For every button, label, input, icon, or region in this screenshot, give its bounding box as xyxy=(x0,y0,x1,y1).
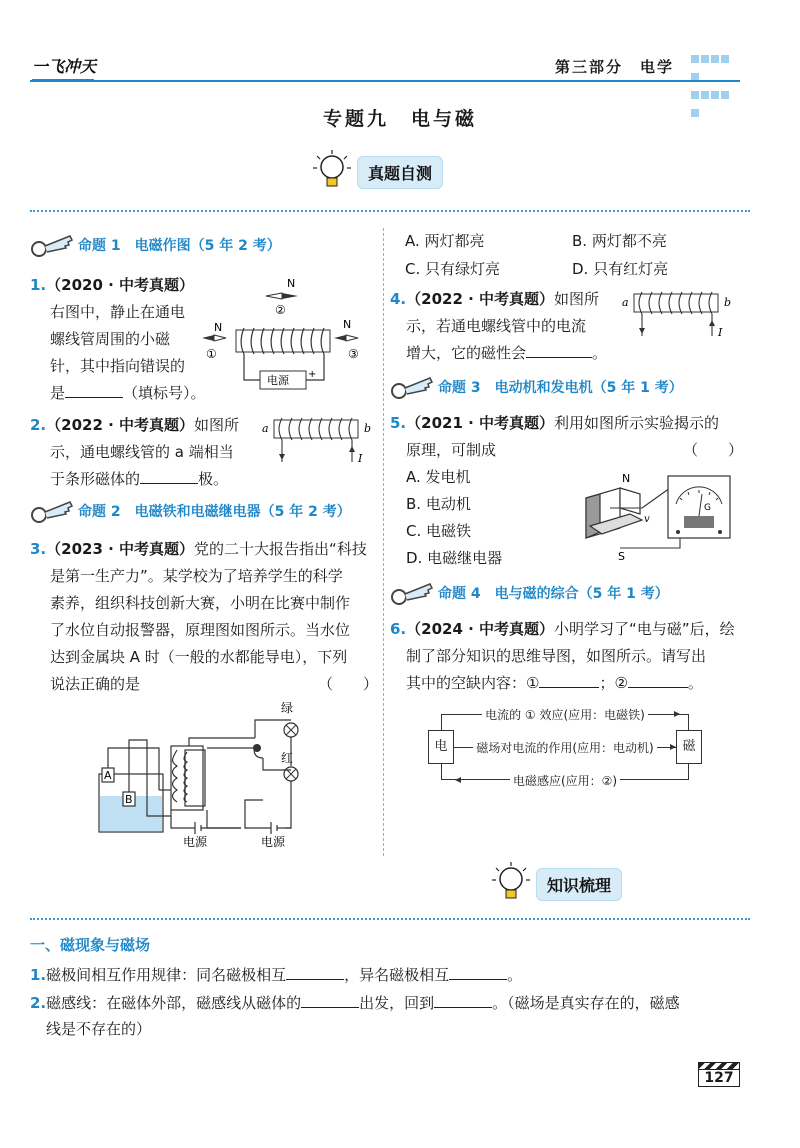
topic-1-heading xyxy=(30,232,281,258)
header-section: 第三部分 电学 xyxy=(555,58,675,76)
q5-answer-paren[interactable]: （ ） xyxy=(683,441,744,459)
q4-line-1: 4.（2022 · 中考真题）如图所 xyxy=(390,290,600,308)
k2-answer-blank-2[interactable] xyxy=(434,992,492,1008)
topic-3-heading xyxy=(390,374,683,400)
svg-text:b: b xyxy=(364,422,372,435)
q1-line-1: 1.（2020 · 中考真题） xyxy=(30,276,195,294)
q1-line-2: 右图中，静止在通电 xyxy=(50,303,186,321)
lightbulb-icon xyxy=(313,150,351,194)
svg-text:a: a xyxy=(622,296,629,309)
q3-option-c[interactable]: C. 只有绿灯亮 xyxy=(405,260,501,278)
q5-option-a[interactable]: A. 发电机 xyxy=(406,468,471,486)
header-rule xyxy=(30,80,740,82)
k1-answer-blank-2[interactable] xyxy=(449,964,507,980)
q4-line-3: 增大，它的磁性会 。 xyxy=(406,344,608,362)
page-number: 127 xyxy=(698,1070,740,1087)
q3-line-5: 达到金属块 A 时（一般的水都能导电），下列 xyxy=(50,648,348,666)
topic-2-label: 命题 2 电磁铁和电磁继电器（5 年 2 考） xyxy=(78,504,351,520)
header-logo xyxy=(32,54,96,81)
svg-text:I: I xyxy=(718,326,723,339)
banner-real-test-label: 真题自测 xyxy=(357,156,443,189)
key-icon xyxy=(30,232,74,258)
q3-option-b[interactable]: B. 两灯都不亮 xyxy=(572,232,667,250)
svg-text:电源: 电源 xyxy=(261,835,286,848)
svg-text:电源: 电源 xyxy=(183,835,208,848)
q6-answer-blank-1[interactable] xyxy=(539,672,599,688)
svg-text:b: b xyxy=(724,296,732,309)
q6-mind-map xyxy=(428,702,708,788)
mind-map-middle-label: 磁场对电流的作用(应用：电动机) xyxy=(473,741,656,755)
svg-text:a: a xyxy=(262,422,269,435)
q3-line-4: 了水位自动报警器，原理图如图所示。当水位 xyxy=(50,621,351,639)
divider-dots-2 xyxy=(30,918,750,920)
q3-line-3: 素养，组织科技创新大赛，小明在比赛中制作 xyxy=(50,594,351,612)
svg-text:电源: 电源 xyxy=(267,374,289,387)
q1-line-3: 螺线管周围的小磁 xyxy=(50,330,171,348)
banner-knowledge-label: 知识梳理 xyxy=(536,868,622,901)
q1-solenoid-figure xyxy=(200,276,372,396)
q2-line-1: 2.（2022 · 中考真题）如图所 xyxy=(30,416,240,434)
q2-line-2: 示，通电螺线管的 a 端相当 xyxy=(50,443,234,461)
q3-line-1: 3.（2023 · 中考真题）党的二十大报告指出“科技 xyxy=(30,540,367,558)
svg-text:I: I xyxy=(358,452,363,465)
svg-text:①: ① xyxy=(206,347,217,361)
divider-dots-1 xyxy=(30,210,750,212)
logo-text: 一飞冲天 xyxy=(32,57,97,76)
svg-text:G: G xyxy=(704,503,711,513)
arrow-right-icon xyxy=(670,744,676,750)
knowledge-section-title: 一、磁现象与磁场 xyxy=(30,936,151,954)
svg-text:②: ② xyxy=(275,303,286,317)
arrow-left-icon xyxy=(455,777,461,783)
svg-text:③: ③ xyxy=(348,347,359,361)
q3-option-d[interactable]: D. 只有红灯亮 xyxy=(572,260,669,278)
q6-line-1: 6.（2024 · 中考真题）小明学习了“电与磁”后，绘 xyxy=(390,620,735,638)
q1-line-5: 是 （填标号）。 xyxy=(50,384,206,402)
q4-line-2: 示，若通电螺线管中的电流 xyxy=(406,317,587,335)
topic-4-label: 命题 4 电与磁的综合（5 年 1 考） xyxy=(438,586,669,602)
mind-map-bottom-label: 电磁感应(应用：②) xyxy=(510,774,620,788)
svg-text:A: A xyxy=(104,769,112,782)
q5-option-b[interactable]: B. 电动机 xyxy=(406,495,471,513)
k1-answer-blank-1[interactable] xyxy=(286,964,344,980)
q5-line-1: 5.（2021 · 中考真题）利用如图所示实验揭示的 xyxy=(390,414,720,432)
svg-text:N: N xyxy=(343,318,352,331)
q3-line-6: 说法正确的是 xyxy=(50,675,141,693)
svg-text:红: 红 xyxy=(281,751,294,765)
key-icon xyxy=(390,580,434,606)
page-title: 专题九 电与磁 xyxy=(322,108,477,130)
lightbulb-icon xyxy=(492,862,530,906)
page-number-badge xyxy=(698,1062,740,1092)
mind-map-right-node: 磁 xyxy=(676,730,702,764)
mind-map-left-node: 电 xyxy=(428,730,454,764)
key-icon xyxy=(30,498,74,524)
q3-alarm-circuit-figure xyxy=(95,700,335,848)
svg-text:S: S xyxy=(618,550,625,563)
knowledge-item-2: 2.磁感线：在磁体外部，磁感线从磁体的 出发，回到 。（磁场是真实存在的，磁感 xyxy=(30,994,680,1012)
column-divider xyxy=(383,228,384,856)
page-number-stripes xyxy=(698,1062,740,1070)
q5-line-2: 原理，可制成 xyxy=(406,441,497,459)
svg-text:N: N xyxy=(214,321,223,334)
q1-answer-blank[interactable] xyxy=(65,382,123,398)
svg-text:绿: 绿 xyxy=(281,701,294,715)
q2-line-3: 于条形磁体的 极。 xyxy=(50,470,229,488)
q5-option-d[interactable]: D. 电磁继电器 xyxy=(406,549,503,567)
topic-4-heading xyxy=(390,580,669,606)
svg-text:N: N xyxy=(622,472,631,485)
banner-knowledge xyxy=(492,862,622,906)
topic-2-heading xyxy=(30,498,351,524)
svg-text:B: B xyxy=(125,793,133,806)
q2-solenoid-figure xyxy=(260,412,375,468)
q3-line-2: 是第一生产力”。某学校为了培养学生的科学 xyxy=(50,567,343,585)
topic-1-label: 命题 1 电磁作图（5 年 2 考） xyxy=(78,238,281,254)
svg-text:N: N xyxy=(287,277,296,290)
q5-magnet-galvanometer-figure xyxy=(580,468,740,568)
q2-answer-blank[interactable] xyxy=(140,468,198,484)
mind-map-top-label: 电流的 ① 效应(应用：电磁铁) xyxy=(482,708,648,722)
arrow-right-icon xyxy=(674,711,680,717)
q6-answer-blank-2[interactable] xyxy=(628,672,688,688)
q6-line-2: 制了部分知识的思维导图，如图所示。请写出 xyxy=(406,647,707,665)
svg-text:v: v xyxy=(644,514,650,525)
key-icon xyxy=(390,374,434,400)
knowledge-item-2-cont: 线是不存在的） xyxy=(46,1020,152,1038)
q5-option-c[interactable]: C. 电磁铁 xyxy=(406,522,472,540)
q1-line-4: 针，其中指向错误的 xyxy=(50,357,186,375)
knowledge-item-1: 1.磁极间相互作用规律：同名磁极相互 ，异名磁极相互 。 xyxy=(30,966,523,984)
banner-real-test xyxy=(313,150,443,194)
svg-text:+: + xyxy=(308,369,317,380)
k2-answer-blank-1[interactable] xyxy=(301,992,359,1008)
topic-3-label: 命题 3 电动机和发电机（5 年 1 考） xyxy=(438,380,683,396)
q3-answer-paren[interactable]: （ ） xyxy=(318,675,379,693)
q6-line-3: 其中的空缺内容：① ；② 。 xyxy=(406,674,703,692)
q4-answer-blank[interactable] xyxy=(526,342,592,358)
q3-option-a[interactable]: A. 两灯都亮 xyxy=(405,232,485,250)
q4-solenoid-figure xyxy=(620,286,735,342)
